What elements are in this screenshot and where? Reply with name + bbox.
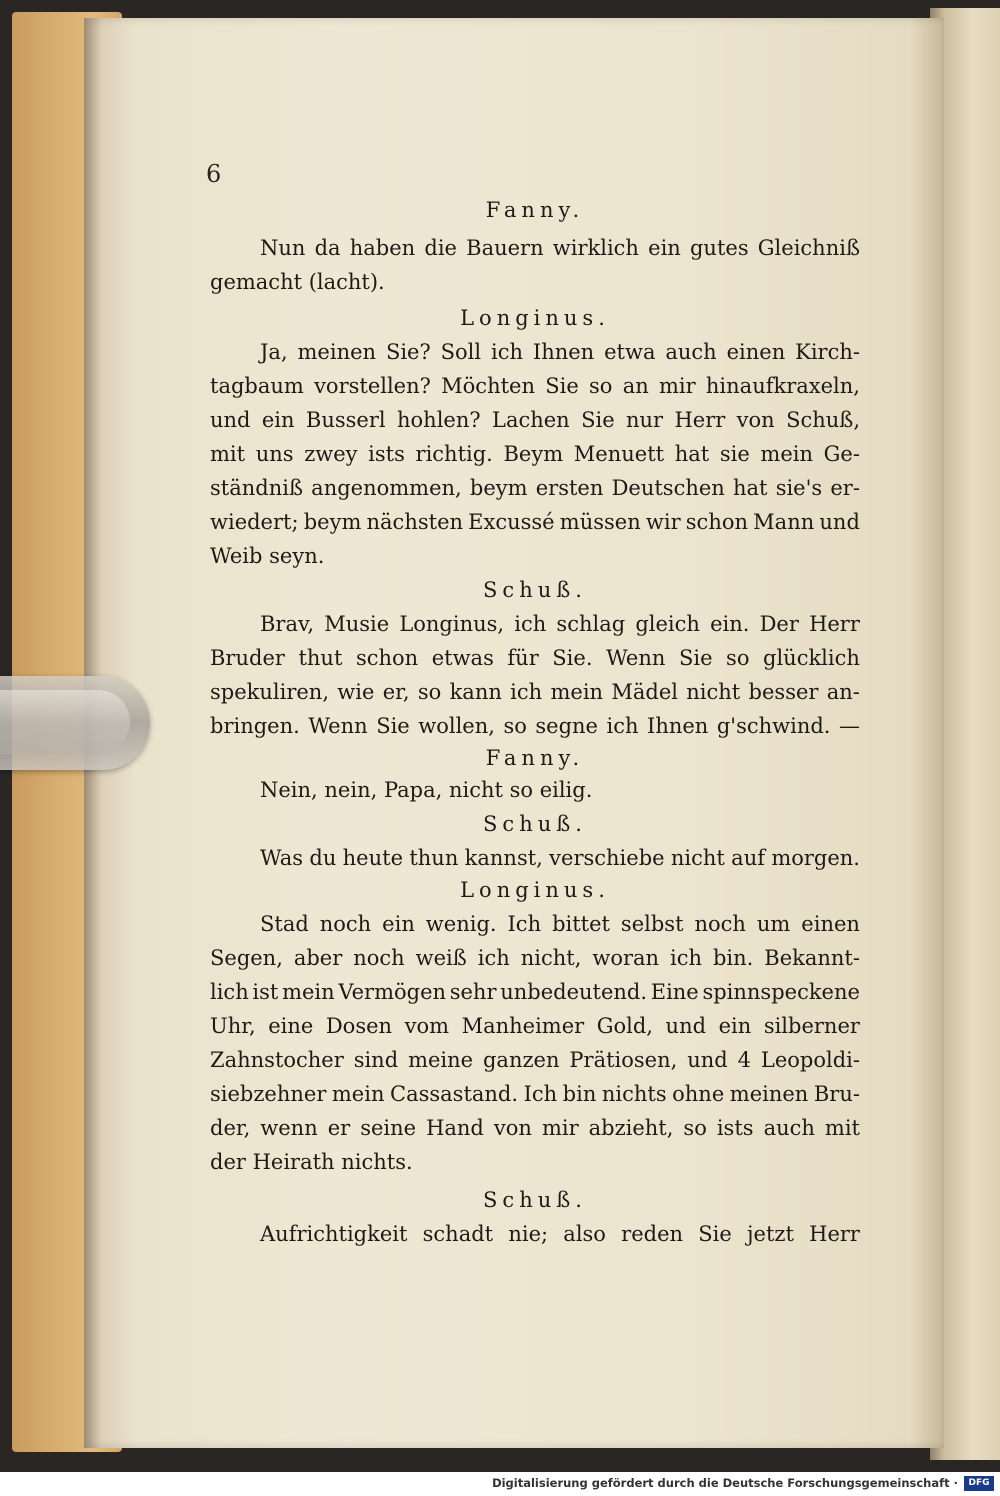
word: spekuliren, (210, 680, 329, 704)
word: Kirch- (795, 340, 860, 364)
word: ein (648, 236, 681, 260)
word: ich (510, 680, 543, 704)
dfg-logo: DFG (964, 1476, 994, 1491)
word: besser (748, 680, 819, 704)
text-line (210, 843, 860, 873)
word: Nun (260, 236, 306, 260)
word: Musie (324, 612, 390, 636)
word: an- (826, 680, 860, 704)
word: du (309, 846, 337, 870)
text-line (210, 643, 860, 673)
word: sind (353, 1048, 399, 1072)
text-line: Nein, nein, Papa, nicht so eilig. (260, 778, 593, 802)
word: morgen. (771, 846, 860, 870)
word: bin. (712, 946, 754, 970)
word: schadt (422, 1222, 494, 1246)
word: hat (674, 442, 710, 466)
word: etwa (604, 340, 656, 364)
word: — (839, 714, 860, 738)
word: Ihnen (647, 714, 709, 738)
speaker-name: Longinus. (460, 306, 610, 330)
word: sie's (775, 476, 823, 500)
word: jetzt (747, 1222, 794, 1246)
word: Leopoldi- (760, 1048, 860, 1072)
speaker-name: Schuß. (483, 1188, 587, 1212)
word: so (503, 714, 527, 738)
word: noch (353, 946, 405, 970)
word: Schuß, (786, 408, 860, 432)
word: segne (535, 714, 598, 738)
word: Eine (650, 980, 699, 1004)
word: nie; (508, 1222, 549, 1246)
word: abzieht, (588, 1116, 674, 1140)
word: Mann (753, 510, 815, 534)
text-line (210, 405, 860, 435)
word: unbedeutend. (500, 980, 648, 1004)
word: Vermögen (338, 980, 447, 1004)
word: ich (670, 946, 703, 970)
speaker-name: Schuß. (483, 812, 587, 836)
word: Wenn (606, 646, 666, 670)
word: Manheimer (461, 1014, 585, 1038)
word: haben (349, 236, 416, 260)
word: Herr (809, 612, 860, 636)
word: bittet (552, 912, 610, 936)
word: Sie (545, 374, 579, 398)
word: Hand (426, 1116, 484, 1140)
word: wir (645, 510, 681, 534)
word: weiß (415, 946, 467, 970)
word: richtig. (415, 442, 493, 466)
word: uns (255, 442, 294, 466)
text-line (210, 1219, 860, 1249)
word: Soll (440, 340, 482, 364)
word: hinaufkraxeln, (705, 374, 860, 398)
word: sie (719, 442, 750, 466)
word: ich (606, 714, 639, 738)
word: mir (658, 374, 696, 398)
word: siebzehner (210, 1082, 327, 1106)
word: lich (210, 980, 249, 1004)
word: selbst (620, 912, 684, 936)
word: ständniß (210, 476, 303, 500)
word: schon (685, 510, 749, 534)
text-line (210, 1079, 860, 1109)
word: reden (621, 1222, 684, 1246)
word: gutes (689, 236, 749, 260)
word: Bekannt- (764, 946, 860, 970)
word: mein (331, 1082, 385, 1106)
word: Brav, (260, 612, 315, 636)
text-line (210, 609, 860, 639)
word: spinnspeckene (702, 980, 860, 1004)
word: er- (830, 476, 860, 500)
word: Stad (260, 912, 309, 936)
text-line (210, 473, 860, 503)
word: für (507, 646, 539, 670)
word: also (563, 1222, 606, 1246)
word: noch (694, 912, 746, 936)
word: einen (726, 340, 786, 364)
word: von (736, 408, 775, 432)
text-line (210, 1113, 860, 1143)
word: ein (261, 408, 295, 432)
text-line (210, 711, 860, 741)
word: sehr (449, 980, 497, 1004)
word: Segen, (210, 946, 283, 970)
word: Lachen (492, 408, 570, 432)
word: hohlen? (397, 408, 481, 432)
word: er (327, 1116, 351, 1140)
word: schlag (556, 612, 626, 636)
speaker-name: Fanny. (485, 746, 585, 770)
word: kann (449, 680, 502, 704)
word: nicht, (520, 946, 582, 970)
word: Ich (507, 912, 542, 936)
word: mein (760, 442, 813, 466)
word: eine (268, 1014, 314, 1038)
word: Sie (581, 408, 615, 432)
word: Ja, (260, 340, 288, 364)
word: meinen (729, 1082, 809, 1106)
word: vorstellen? (314, 374, 431, 398)
word: Herr (674, 408, 726, 432)
word: g'schwind. (716, 714, 831, 738)
word: ganzen (482, 1048, 560, 1072)
text-line (210, 1011, 860, 1041)
word: der, (210, 1116, 251, 1140)
word: heute (342, 846, 404, 870)
word: wenig. (425, 912, 497, 936)
word: Bruder (210, 646, 285, 670)
page-holder-highlight (0, 690, 130, 754)
word: ohne (672, 1082, 725, 1106)
word: seine (360, 1116, 417, 1140)
word: Sie? (385, 340, 431, 364)
word: Der (759, 612, 799, 636)
word: ist (252, 980, 279, 1004)
text-line (210, 507, 860, 537)
word: wie (337, 680, 375, 704)
word: Excussé (468, 510, 555, 534)
word: Prätiosen, (569, 1048, 678, 1072)
word: verschiebe (549, 846, 665, 870)
word: mit (824, 1116, 860, 1140)
word: auch (763, 1116, 815, 1140)
word: ists (368, 442, 405, 466)
word: mein (550, 680, 604, 704)
word: Aufrichtigkeit (260, 1222, 408, 1246)
word: bringen. (210, 714, 300, 738)
word: und (665, 1014, 707, 1038)
text-line: gemacht (lacht). (210, 270, 385, 294)
word: Bru- (813, 1082, 860, 1106)
word: vom (404, 1014, 450, 1038)
word: meine (408, 1048, 474, 1072)
word: auch (665, 340, 717, 364)
word: beym (303, 510, 362, 534)
text-line (210, 677, 860, 707)
word: mir (541, 1116, 579, 1140)
word: Bauern (466, 236, 544, 260)
text-line (210, 943, 860, 973)
text-line (210, 977, 860, 1007)
word: so (417, 680, 442, 704)
word: Gold, (596, 1014, 653, 1038)
word: Mädel (611, 680, 678, 704)
word: und (819, 510, 860, 534)
word: Gleichniß (757, 236, 860, 260)
word: Ich (523, 1082, 558, 1106)
word: ein (718, 1014, 752, 1038)
word: aber (293, 946, 343, 970)
word: Ihnen (532, 340, 595, 364)
word: gleich (635, 612, 700, 636)
word: nächsten (366, 510, 464, 534)
word: und (210, 408, 251, 432)
word: Sie. (552, 646, 593, 670)
speaker-name: Longinus. (460, 878, 610, 902)
word: Sie (376, 714, 410, 738)
text-line (210, 909, 860, 939)
word: tagbaum (210, 374, 304, 398)
speaker-name: Fanny. (485, 198, 585, 222)
word: zwey (304, 442, 358, 466)
word: noch (319, 912, 372, 936)
word: ein. (710, 612, 750, 636)
word: nicht (670, 846, 725, 870)
word: wollen, (418, 714, 495, 738)
word: müssen (559, 510, 641, 534)
text-line (210, 371, 860, 401)
word: Wenn (308, 714, 368, 738)
word: und (687, 1048, 728, 1072)
word: ists (716, 1116, 754, 1140)
word: ersten (535, 476, 604, 500)
word: Beym (503, 442, 564, 466)
word: Deutschen (611, 476, 725, 500)
word: Sie (678, 646, 713, 670)
word: nichts (601, 1082, 667, 1106)
word: da (314, 236, 341, 260)
word: 4 (737, 1048, 751, 1072)
word: Dosen (325, 1014, 393, 1038)
word: ich (491, 340, 524, 364)
word: von (493, 1116, 532, 1140)
word: schon (355, 646, 419, 670)
text-line (210, 1045, 860, 1075)
word: Sie (698, 1222, 732, 1246)
word: die (424, 236, 457, 260)
word: Herr (809, 1222, 860, 1246)
word: ich (514, 612, 547, 636)
funding-notice: Digitalisierung gefördert durch die Deutsche Forschungsgemeinschaft · (492, 1476, 958, 1490)
word: Möchten (441, 374, 535, 398)
word: ein (382, 912, 415, 936)
word: wiedert; (210, 510, 299, 534)
word: mit (210, 442, 246, 466)
word: um (756, 912, 791, 936)
text-line (210, 439, 860, 469)
word: bin (562, 1082, 597, 1106)
word: auf (731, 846, 765, 870)
text-line: Weib seyn. (210, 544, 325, 568)
word: so (726, 646, 750, 670)
text-line (210, 233, 860, 263)
word: Menuett (573, 442, 665, 466)
word: Ge- (823, 442, 860, 466)
footer-bar (0, 1472, 1000, 1496)
word: so (683, 1116, 707, 1140)
page-number: 6 (206, 160, 222, 188)
word: beym (469, 476, 528, 500)
text-line (210, 337, 860, 367)
word: Uhr, (210, 1014, 256, 1038)
word: nicht (686, 680, 741, 704)
word: hat (733, 476, 768, 500)
word: Cassastand. (390, 1082, 519, 1106)
word: thun (409, 846, 459, 870)
word: thut (298, 646, 343, 670)
word: wenn (260, 1116, 318, 1140)
word: wirklich (552, 236, 639, 260)
word: meinen (297, 340, 377, 364)
speaker-name: Schuß. (483, 578, 587, 602)
word: silberner (763, 1014, 860, 1038)
word: etwas (431, 646, 494, 670)
word: an (622, 374, 649, 398)
word: Busserl (305, 408, 386, 432)
word: ich (477, 946, 510, 970)
text-line: der Heirath nichts. (210, 1150, 413, 1174)
word: woran (592, 946, 660, 970)
word: kannst, (464, 846, 543, 870)
word: er, (382, 680, 410, 704)
word: einen (801, 912, 860, 936)
word: Longinus, (399, 612, 505, 636)
word: so (589, 374, 613, 398)
word: Was (260, 846, 304, 870)
word: nur (626, 408, 664, 432)
word: mein (282, 980, 335, 1004)
word: angenommen, (311, 476, 462, 500)
word: Zahnstocher (210, 1048, 344, 1072)
word: glücklich (763, 646, 860, 670)
